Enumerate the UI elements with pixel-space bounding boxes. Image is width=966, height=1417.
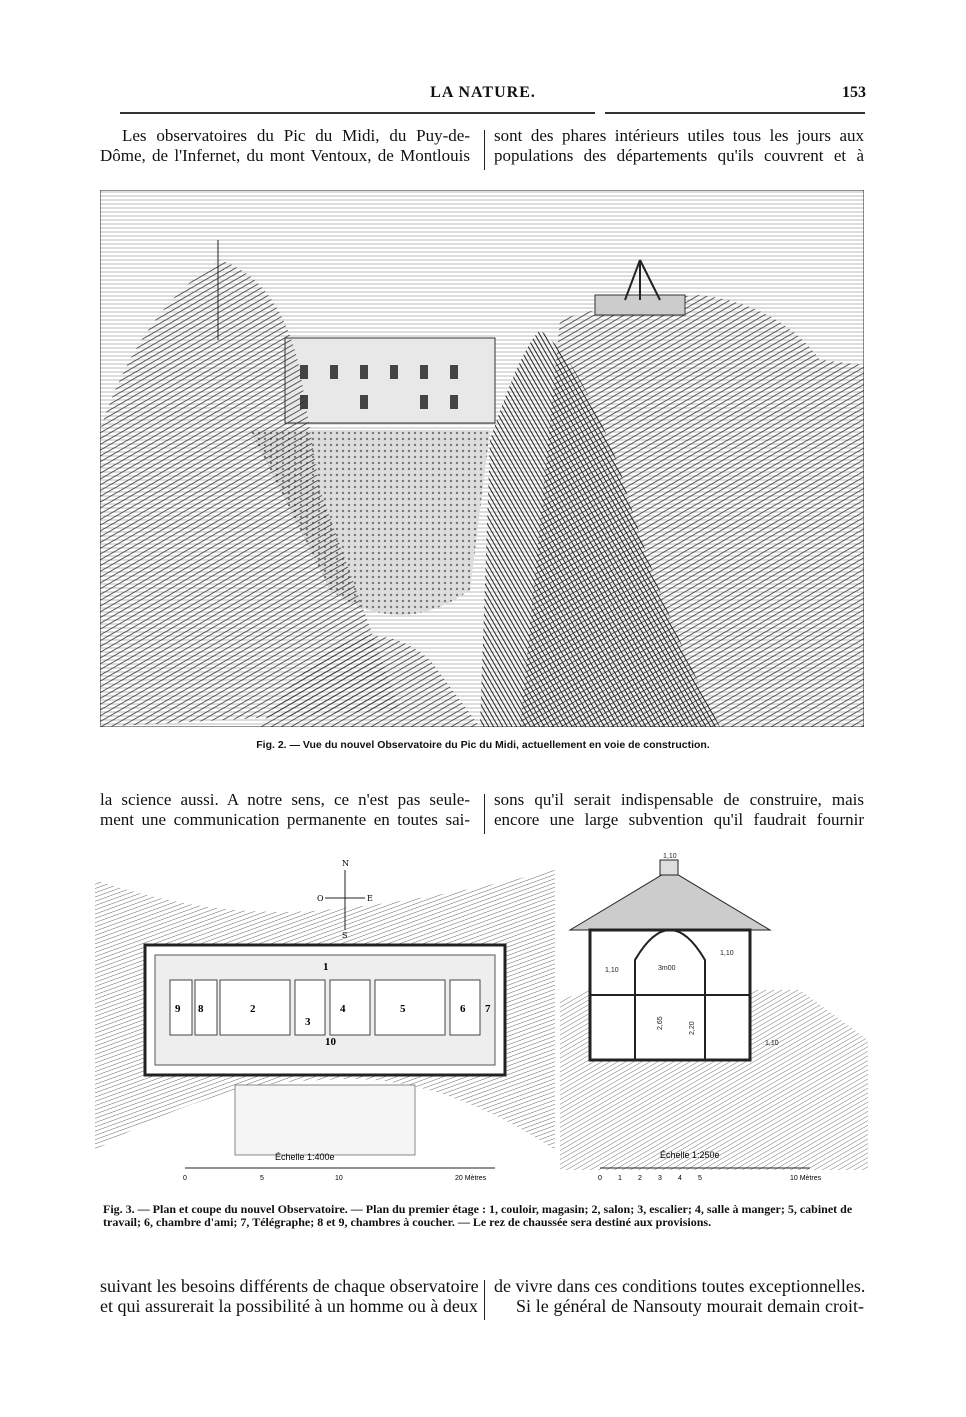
section-dim: 3m00 [658, 965, 676, 972]
svg-text:0: 0 [183, 1175, 187, 1182]
svg-text:8: 8 [198, 1003, 204, 1015]
text-line: Si le général de Nansouty mourait demain croit- [516, 1296, 864, 1316]
svg-text:4: 4 [340, 1003, 346, 1015]
section-scale-label: Échelle 1:250e [660, 1150, 720, 1160]
svg-text:10: 10 [335, 1175, 343, 1182]
column-right-bottom [494, 1276, 864, 1316]
header-rule-right [605, 112, 865, 114]
svg-text:0: 0 [598, 1175, 602, 1182]
svg-text:4: 4 [678, 1175, 682, 1182]
svg-text:2: 2 [250, 1003, 256, 1015]
column-left-bottom [100, 1276, 479, 1316]
svg-text:5: 5 [260, 1175, 264, 1182]
fig3-caption: Fig. 3. — Plan et coupe du nouvel Observatoire. — Plan du premier étage : 1, couloir, magasin; 2, salon; 3, escalier; 4, salle à manger; 5, cabinet de travail; 6, chambre d'ami; 7, Télégraphe; 8 et 9, chambres à coucher. — Le rez de chaussée sera destiné aux provisions. [103, 1202, 853, 1229]
section-dim-right-room: 1,10 [720, 950, 734, 957]
svg-text:7: 7 [485, 1003, 491, 1015]
text-line: de vivre dans ces conditions toutes exceptionnelles. [494, 1276, 866, 1296]
text-line: Dôme, de l'Infernet, du mont Ventoux, de Montlouis [100, 146, 470, 165]
fig3-cross-section [560, 850, 868, 1190]
text-line: sont des phares intérieurs utiles tous les jours aux [494, 126, 864, 145]
column-separator [484, 130, 485, 170]
svg-text:6: 6 [460, 1003, 466, 1015]
svg-text:3: 3 [305, 1016, 311, 1028]
column-separator [484, 794, 485, 834]
fig2-engraving-observatory [100, 190, 864, 727]
svg-text:9: 9 [175, 1003, 181, 1015]
column-separator [484, 1280, 485, 1320]
compass-o: O [317, 894, 324, 903]
text-line: populations des départements qu'ils couvrent et à [494, 146, 864, 165]
svg-text:1: 1 [618, 1175, 622, 1182]
svg-text:5: 5 [698, 1175, 702, 1182]
section-dim-lower-right: 1,10 [765, 1040, 779, 1047]
column-left-middle [100, 790, 470, 830]
compass-e: E [367, 894, 373, 903]
svg-text:10 Mètres: 10 Mètres [790, 1175, 822, 1182]
text-line: suivant les besoins différents de chaque observatoire [100, 1276, 479, 1296]
svg-text:3: 3 [658, 1175, 662, 1182]
fig2-caption: Fig. 2. — Vue du nouvel Observatoire du Pic du Midi, actuellement en voie de construction. [256, 739, 710, 751]
room-label: 1 [323, 961, 329, 973]
text-line: encore une large subvention qu'il faudrait fournir [494, 810, 864, 829]
text-line: ment une communication permanente en toutes sai- [100, 810, 470, 829]
column-left-top [100, 126, 470, 166]
svg-text:10: 10 [325, 1036, 336, 1048]
section-dim-chimney: 1,10 [663, 853, 677, 860]
text-line: la science aussi. A notre sens, ce n'est pas seule- [100, 790, 470, 809]
text-line: sons qu'il serait indispensable de construire, mais [494, 790, 864, 809]
page-number: 153 [842, 84, 866, 101]
fig3-floor-plan [95, 850, 555, 1190]
svg-text:2: 2 [638, 1175, 642, 1182]
section-dim-ground-height: 2,65 [657, 1016, 664, 1030]
running-head: LA NATURE. [430, 84, 536, 101]
section-dim-door-height: 2,20 [689, 1021, 696, 1035]
svg-text:5: 5 [400, 1003, 406, 1015]
section-dim-left-room: 1,10 [605, 967, 619, 974]
text-line: Les observatoires du Pic du Midi, du Puy-de- [122, 126, 470, 145]
compass-s: S [342, 931, 348, 940]
plan-scale-label: Échelle 1:400e [275, 1152, 335, 1162]
column-right-middle [494, 790, 864, 830]
header-rule-left [120, 112, 595, 114]
text-line: et qui assurerait la possibilité à un homme ou à deux [100, 1296, 478, 1316]
column-right-top [494, 126, 864, 166]
compass-n: N [342, 859, 349, 868]
svg-text:20 Mètres: 20 Mètres [455, 1175, 487, 1182]
